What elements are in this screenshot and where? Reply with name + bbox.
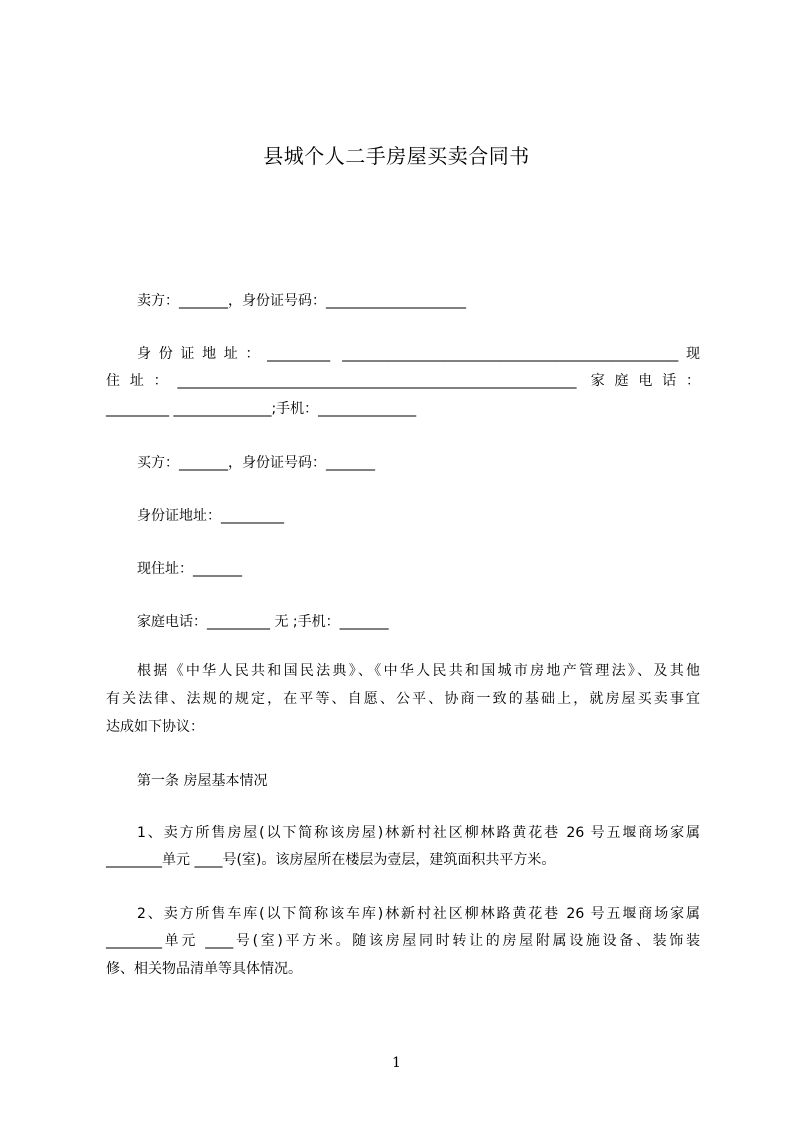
article-1-item-1-line-1: 1、卖方所售房屋(以下简称该房屋)林新村社区柳林路黄花巷 26 号五堰商场家属 xyxy=(137,825,700,841)
seller-id-address-line: 身份证地址：_________ ________________________________________________现 xyxy=(137,346,700,362)
page-number: 1 xyxy=(392,1055,401,1071)
buyer-phone-line: 家庭电话：_________ 无 ;手机：_______ xyxy=(137,614,389,630)
seller-phone-line: _________ ______________;手机：______________ xyxy=(106,401,417,417)
article-1-item-1-line-2: ________单元 ____号(室)。该房屋所在楼层为壹层，建筑面积共平方米。 xyxy=(106,852,556,868)
document-title: 县城个人二手房屋买卖合同书 xyxy=(263,144,530,168)
buyer-line: 买方：_______，身份证号码：_______ xyxy=(137,455,375,471)
article-1-item-2-line-2: ________单元 ____号(室)平方米。随该房屋同时转让的房屋附属设施设备、装饰装 xyxy=(106,933,700,949)
preamble-line-3: 达成如下协议： xyxy=(106,719,204,735)
buyer-current-address-line: 现住址：_______ xyxy=(137,561,242,577)
preamble-line-1: 根据《中华人民共和国民法典》、《中华人民共和国城市房地产管理法》、及其他 xyxy=(137,663,700,679)
article-1-item-2-line-3: 修、相关物品清单等具体情况。 xyxy=(106,961,302,977)
article-1-item-2-line-1: 2、卖方所售车库(以下简称该车库)林新村社区柳林路黄花巷 26 号五堰商场家属 xyxy=(137,906,700,922)
article-1-heading: 第一条 房屋基本情况 xyxy=(137,773,268,789)
seller-line: 卖方：_______，身份证号码：____________________ xyxy=(137,293,466,309)
seller-current-address-line: 住址：_________________________________________________________ 家庭电话： xyxy=(106,373,700,389)
buyer-id-address-line: 身份证地址：_________ xyxy=(137,508,284,524)
preamble-line-2: 有关法律、法规的规定，在平等、自愿、公平、协商一致的基础上，就房屋买卖事宜 xyxy=(106,691,700,707)
